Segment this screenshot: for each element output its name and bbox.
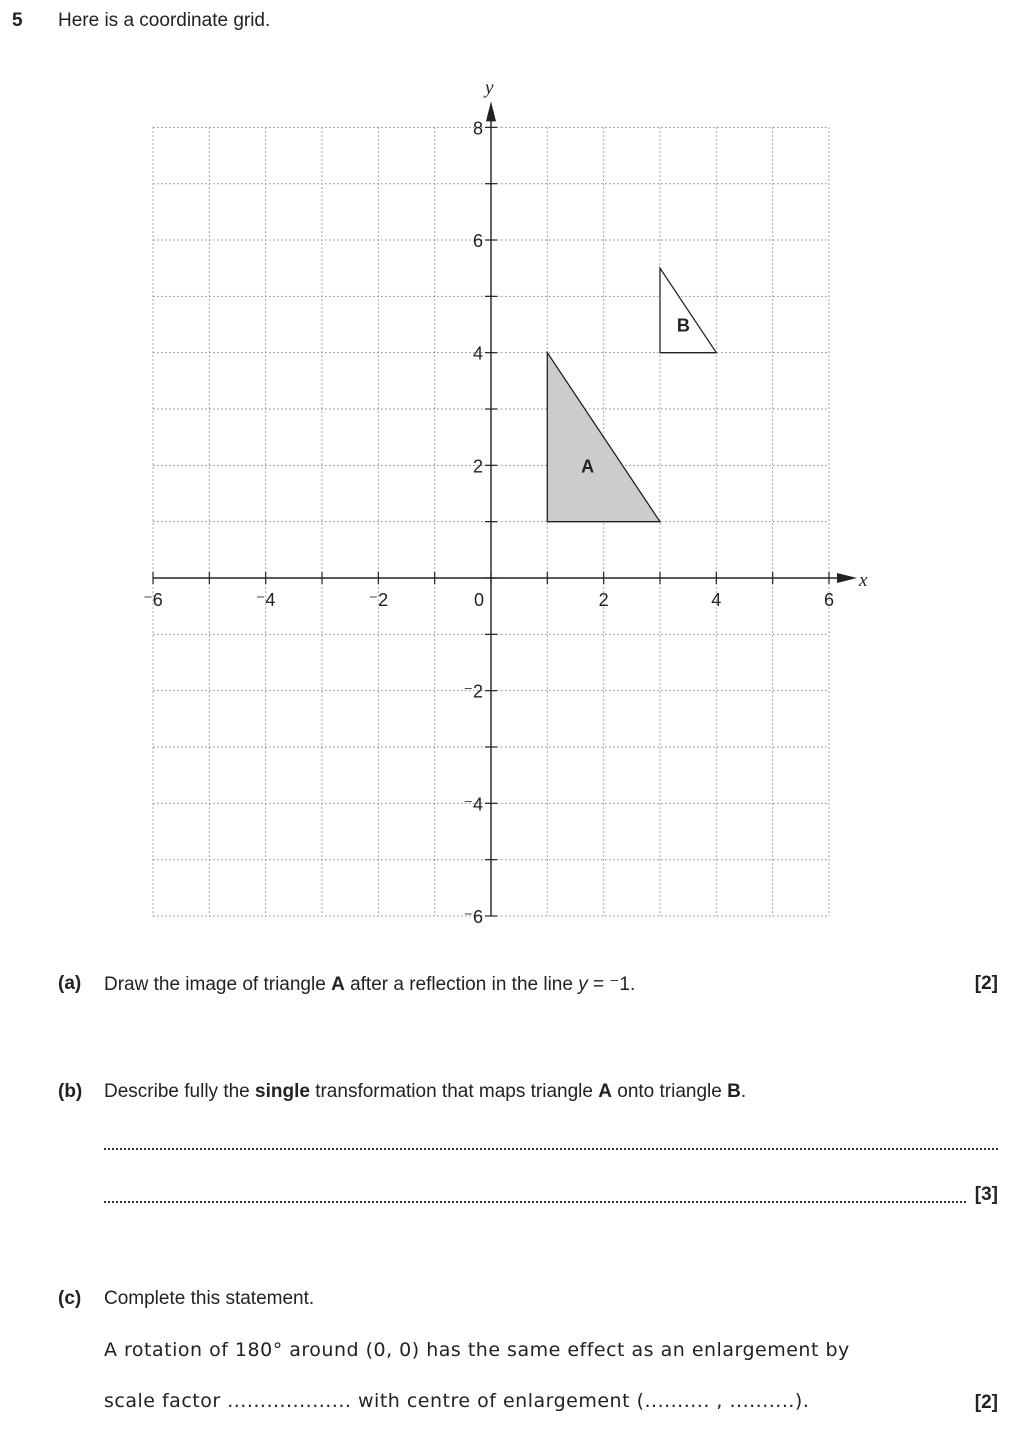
y-tick-label: 4 [472,343,483,364]
question-number: 5 [12,10,23,31]
x-tick-label: 2 [598,590,609,610]
part-a-text: = ⁻1. [587,974,636,995]
part-c-label: (c) [58,1288,82,1309]
answer-line-1[interactable] [104,1148,998,1150]
answer-line-2[interactable] [104,1201,966,1203]
part-c-instruction: Complete this statement. [104,1288,315,1309]
part-b-text: transformation that maps triangle [309,1081,599,1102]
x-tick-label: ⁻2 [368,590,389,610]
y-tick-label: ⁻6 [463,906,483,927]
part-a-marks: [2] [974,973,998,994]
variable-y: y [578,974,588,995]
part-b-text: Describe fully the [104,1081,256,1102]
y-axis-label: y [485,77,494,99]
triangle-b-label: B [676,315,690,336]
x-tick-label: 6 [823,590,834,610]
part-b-text: . [740,1081,747,1102]
part-a-text: after a reflection in the line [344,974,579,995]
statement-line-2 [104,1390,809,1412]
x-tick-label: ⁻6 [143,590,163,610]
triangle-a-ref: A [598,1081,612,1102]
triangles [547,268,716,521]
y-tick-label: ⁻4 [463,794,483,815]
x-axis-label: x [858,570,868,591]
part-b-question [104,1081,746,1103]
y-tick-label: ⁻2 [463,681,483,702]
triangle-a [547,353,660,522]
centre-y-blank[interactable]: .......... [729,1390,795,1412]
triangle-a-label: A [581,456,595,477]
single-emphasis: single [255,1081,310,1102]
scale-factor-blank[interactable]: ................... [227,1390,352,1412]
x-tick-label: 4 [711,590,722,610]
part-a-text: Draw the image of triangle [104,974,332,995]
statement-line-1: A rotation of 180° around (0, 0) has the same effect as an enlargement by [104,1339,850,1361]
part-b-label: (b) [58,1081,83,1102]
x-tick-label: ⁻4 [255,590,276,610]
statement-text: ). [794,1390,810,1412]
y-axis-arrow-icon [486,101,496,121]
part-a-label: (a) [58,973,82,994]
axes [153,77,868,916]
statement-text: with centre of enlargement ( [351,1390,645,1412]
part-b-text: onto triangle [611,1081,728,1102]
centre-x-blank[interactable]: .......... [644,1390,710,1412]
x-axis-arrow-icon [837,573,857,583]
triangle-b-ref: B [727,1081,741,1102]
triangle-a-ref: A [331,974,345,995]
statement-text: , [709,1390,730,1412]
x-tick-label: 0 [473,590,485,610]
part-b-marks: [3] [974,1184,998,1205]
triangle-b [660,268,716,352]
part-c-marks: [2] [974,1392,998,1413]
y-tick-label: 8 [472,118,483,139]
y-tick-label: 2 [472,456,483,477]
part-a-question [104,973,635,996]
statement-text: scale factor [104,1390,228,1412]
y-tick-label: 6 [472,231,483,252]
question-intro: Here is a coordinate grid. [58,10,271,31]
